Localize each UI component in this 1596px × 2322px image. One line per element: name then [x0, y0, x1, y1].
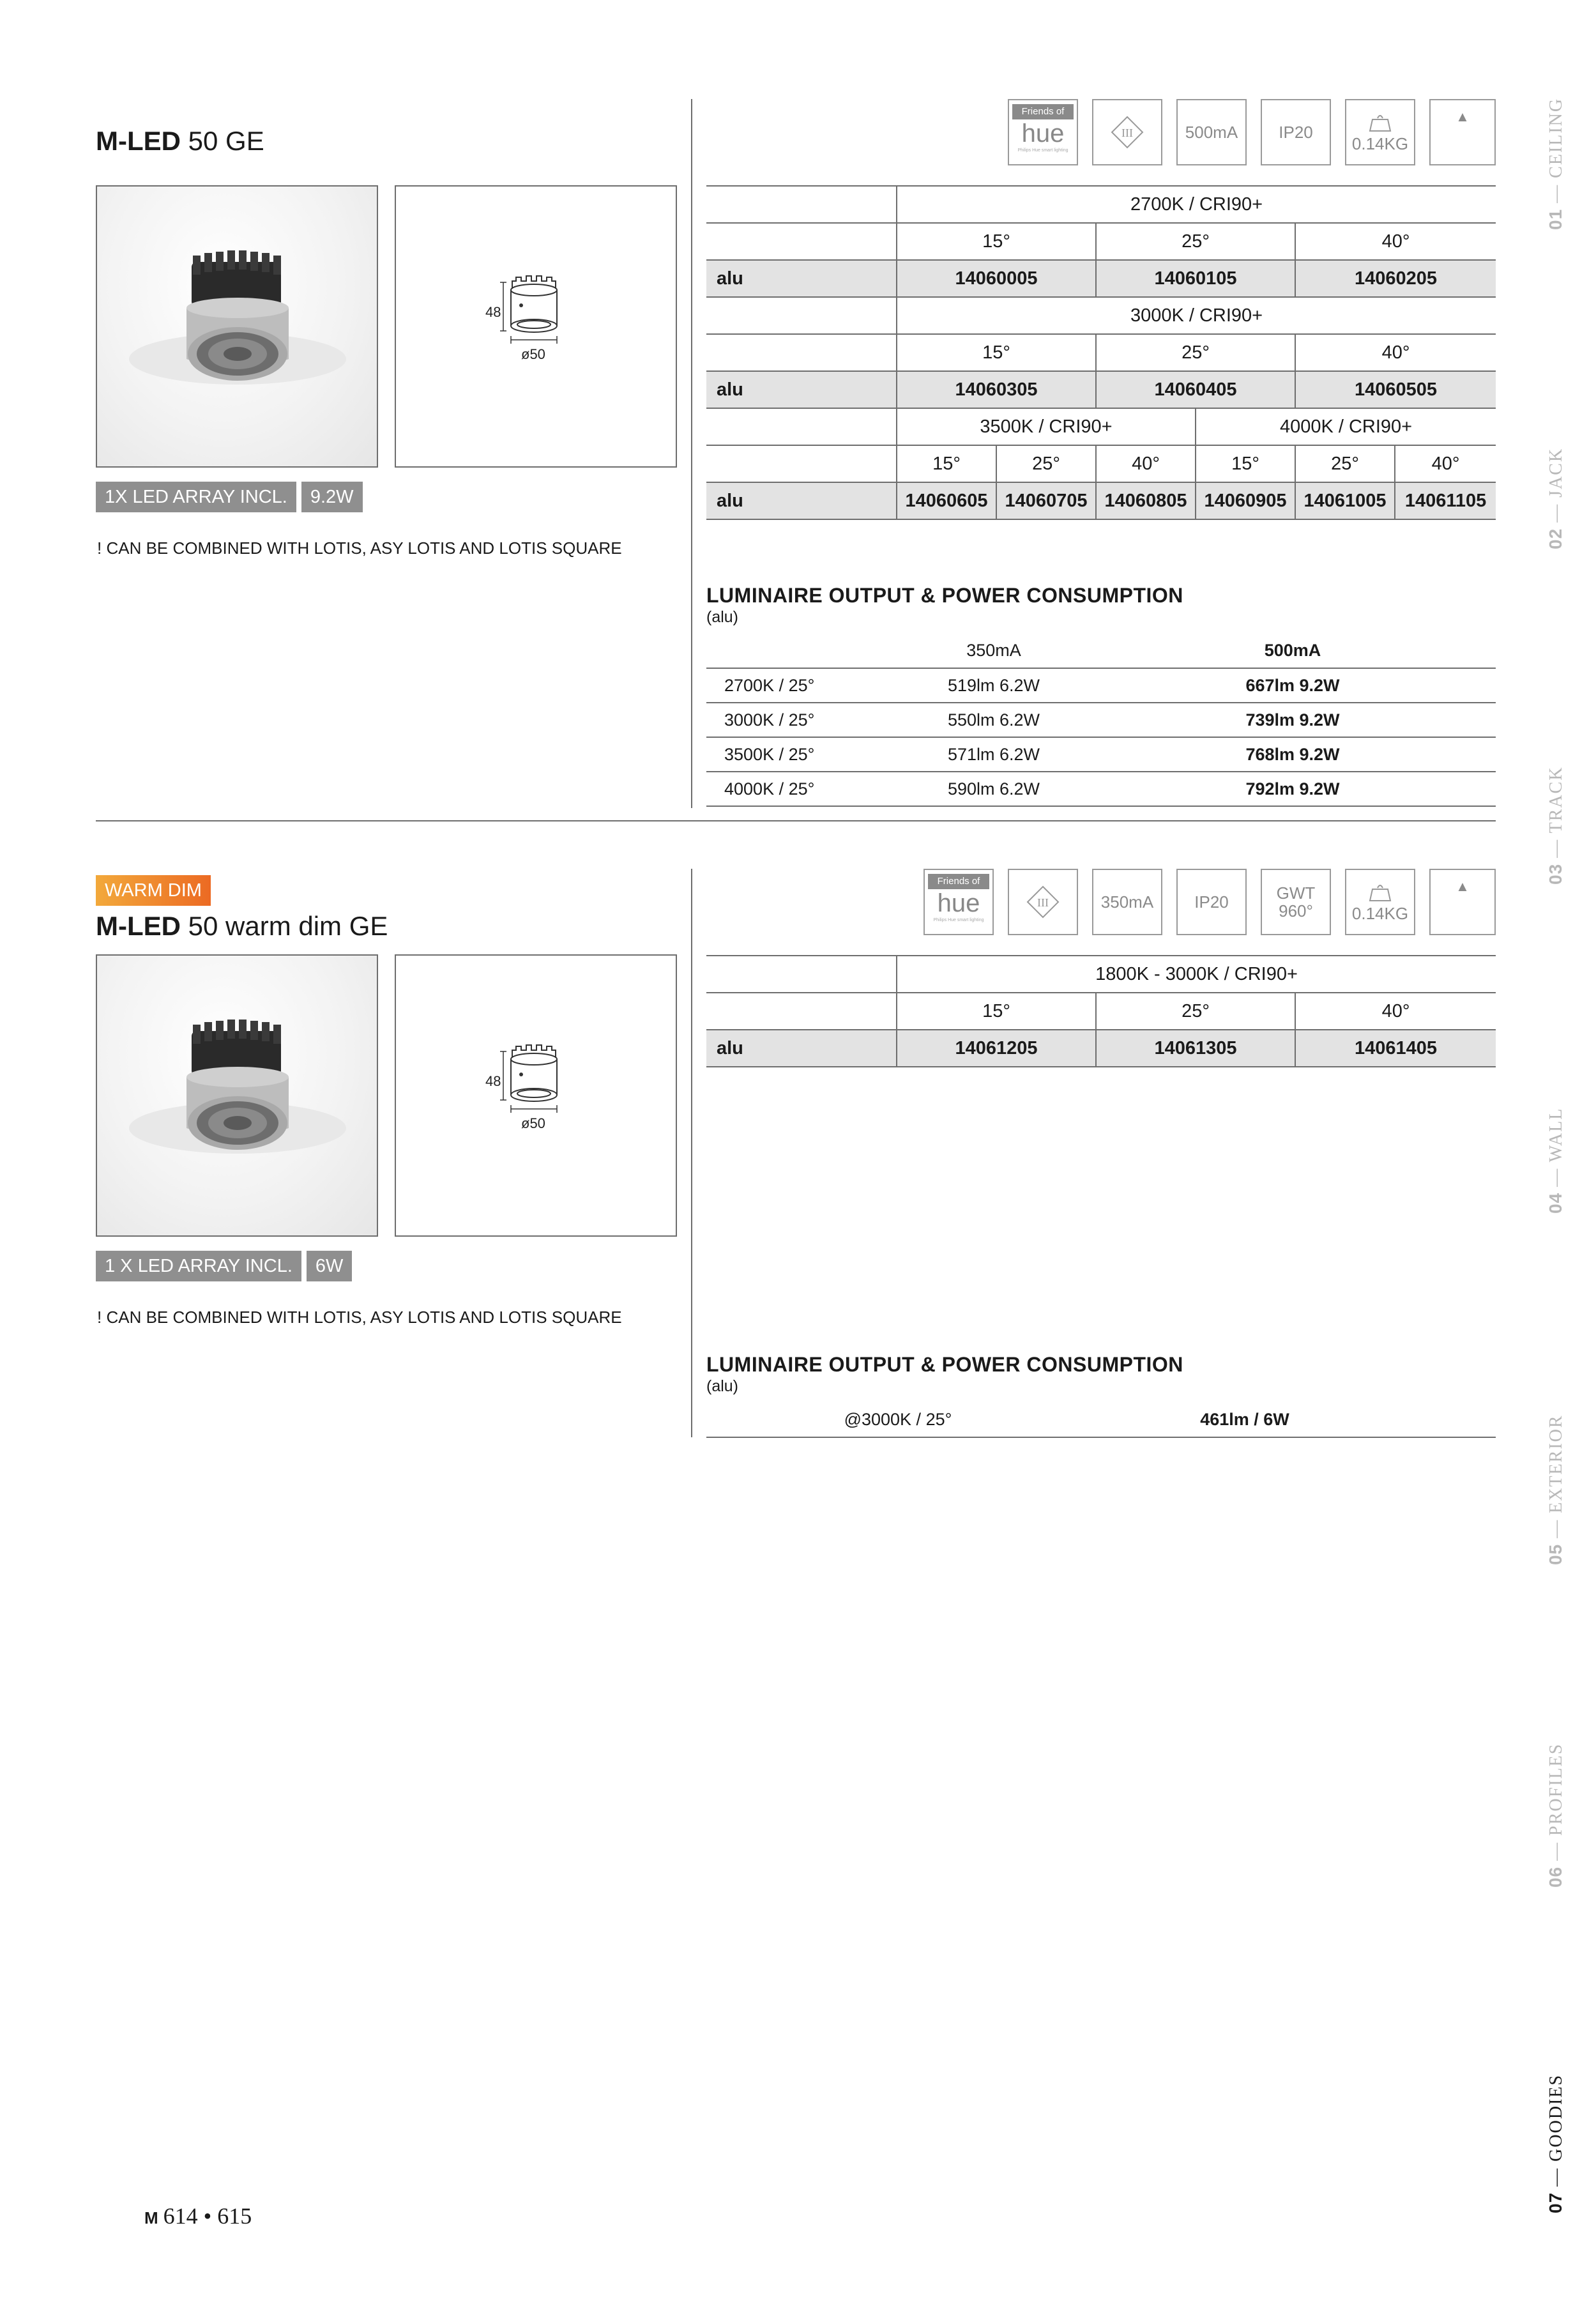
cct-header: 4000K / CRI90+	[1196, 408, 1496, 445]
output-subtitle: (alu)	[706, 608, 739, 626]
output-title: LUMINAIRE OUTPUT & POWER CONSUMPTION	[706, 1353, 1183, 1376]
column-divider-2	[691, 869, 692, 1437]
article-code: 14060605	[897, 482, 996, 519]
angle-header: 40°	[1295, 993, 1496, 1030]
weight-icon: 0.14KG	[1345, 99, 1415, 165]
glow-wire-icon: GWT 960°	[1261, 869, 1331, 935]
product-2-icons	[923, 869, 1496, 935]
warm-dim-tag: WARM DIM	[96, 875, 211, 906]
table-row: alu 14061205 14061305 14061405	[706, 1030, 1496, 1067]
table-row: alu 14060305 14060405 14060505	[706, 371, 1496, 408]
side-tab-goodies[interactable]: 07 — GOODIES	[1546, 2074, 1566, 2213]
angle-header: 15°	[897, 445, 996, 482]
article-code: 14061205	[897, 1030, 1096, 1067]
wattage-badge: 9.2W	[301, 482, 363, 512]
article-code: 14060205	[1295, 260, 1496, 297]
section-divider	[96, 820, 1496, 821]
product-2-drawing	[395, 954, 677, 1237]
side-tab-ceiling[interactable]: 01 — CEILING	[1546, 97, 1566, 230]
product-2-badges	[96, 1251, 352, 1281]
angle-header: 40°	[1295, 334, 1496, 371]
output-subtitle: (alu)	[706, 1377, 739, 1395]
product-2-output-table	[706, 1403, 1496, 1438]
article-code: 14060305	[897, 371, 1096, 408]
article-code: 14060405	[1096, 371, 1295, 408]
weight-icon: 0.14KG	[1345, 869, 1415, 935]
led-array-badge: 1 X LED ARRAY INCL.	[96, 1251, 301, 1281]
current-header: 500mA	[1264, 641, 1321, 660]
cct-header: 1800K - 3000K / CRI90+	[897, 956, 1496, 993]
dimension-drawing	[396, 187, 677, 468]
height-dimension: 48	[485, 1073, 501, 1089]
product-1-note: ! CAN BE COMBINED WITH LOTIS, ASY LOTIS AND LOTIS SQUARE	[97, 538, 622, 558]
table-row: 2700K / 25° 519lm 6.2W 667lm 9.2W	[706, 668, 1496, 703]
angle-header: 15°	[897, 223, 1096, 260]
product-2-title: M-LED 50 warm dim GE	[96, 911, 388, 941]
height-dimension: 48	[485, 304, 501, 320]
angle-header: 25°	[1096, 993, 1295, 1030]
current-header: 350mA	[966, 641, 1021, 660]
class-iii-icon	[1008, 869, 1078, 935]
angle-header: 15°	[897, 334, 1096, 371]
product-2-photo	[96, 954, 378, 1237]
angle-header: 25°	[1096, 223, 1295, 260]
cct-header: 3000K / CRI90+	[897, 297, 1496, 334]
angle-header: 40°	[1395, 445, 1496, 482]
hue-icon: Friends of hue Philips Hue smart lighting	[1008, 99, 1078, 165]
logo-icon: M	[144, 2208, 158, 2227]
wattage-badge: 6W	[307, 1251, 353, 1281]
product-1-output-table	[706, 634, 1496, 807]
ip-rating-icon: IP20	[1176, 869, 1247, 935]
article-code: 14060505	[1295, 371, 1496, 408]
cct-header: 3500K / CRI90+	[897, 408, 1196, 445]
product-1-title: M-LED 50 GE	[96, 126, 264, 156]
article-code: 14060705	[996, 482, 1096, 519]
product-1-icons	[1008, 99, 1496, 165]
diameter-dimension: ø50	[521, 346, 545, 362]
table-row: 3500K / 25° 571lm 6.2W 768lm 9.2W	[706, 737, 1496, 772]
product-2-note: ! CAN BE COMBINED WITH LOTIS, ASY LOTIS AND LOTIS SQUARE	[97, 1308, 622, 1327]
ip-rating-icon: IP20	[1261, 99, 1331, 165]
product-1-badges	[96, 482, 363, 512]
table-row: @3000K / 25° 461lm / 6W	[706, 1403, 1496, 1437]
angle-header: 15°	[897, 993, 1096, 1030]
angle-header: 40°	[1096, 445, 1196, 482]
angle-header: 15°	[1196, 445, 1295, 482]
angle-header: 40°	[1295, 223, 1496, 260]
article-code: 14061105	[1395, 482, 1496, 519]
page-numbers: M 614 • 615	[144, 2203, 252, 2229]
product-2-spec-table	[706, 955, 1496, 1067]
downlight-photo-illustration	[97, 187, 378, 468]
side-tab-exterior[interactable]: 05 — EXTERIOR	[1546, 1414, 1566, 1565]
output-title: LUMINAIRE OUTPUT & POWER CONSUMPTION	[706, 584, 1183, 607]
led-array-badge: 1X LED ARRAY INCL.	[96, 482, 296, 512]
article-code: 14060005	[897, 260, 1096, 297]
table-row: alu 14060605 14060705 14060805 14060905 14061005 14061105	[706, 482, 1496, 519]
angle-header: 25°	[1295, 445, 1395, 482]
article-code: 14061405	[1295, 1030, 1496, 1067]
side-tab-profiles[interactable]: 06 — PROFILES	[1546, 1743, 1566, 1888]
svg-text:III: III	[1121, 126, 1133, 139]
table-row: alu 14060005 14060105 14060205	[706, 260, 1496, 297]
side-tab-wall[interactable]: 04 — WALL	[1546, 1107, 1566, 1214]
side-tab-jack[interactable]: 02 — JACK	[1546, 447, 1566, 549]
arrow-up-icon: ▲	[1429, 869, 1496, 935]
article-code: 14060805	[1096, 482, 1196, 519]
hue-icon: Friends of hue Philips Hue smart lighting	[923, 869, 994, 935]
downlight-photo-illustration	[97, 956, 378, 1237]
table-row: 4000K / 25° 590lm 6.2W 792lm 9.2W	[706, 772, 1496, 806]
article-code: 14061005	[1295, 482, 1395, 519]
table-row: 3000K / 25° 550lm 6.2W 739lm 9.2W	[706, 703, 1496, 737]
svg-text:III: III	[1037, 896, 1049, 909]
article-code: 14060105	[1096, 260, 1295, 297]
side-tab-track[interactable]: 03 — TRACK	[1546, 766, 1566, 885]
product-1-drawing	[395, 185, 677, 468]
column-divider-1	[691, 99, 692, 808]
article-code: 14061305	[1096, 1030, 1295, 1067]
current-icon: 350mA	[1092, 869, 1162, 935]
arrow-up-icon: ▲	[1429, 99, 1496, 165]
angle-header: 25°	[1096, 334, 1295, 371]
product-1-spec-table	[706, 185, 1496, 520]
current-icon: 500mA	[1176, 99, 1247, 165]
article-code: 14060905	[1196, 482, 1295, 519]
dimension-drawing	[396, 956, 677, 1237]
diameter-dimension: ø50	[521, 1115, 545, 1131]
cct-header: 2700K / CRI90+	[897, 186, 1496, 223]
class-iii-icon	[1092, 99, 1162, 165]
product-1-photo	[96, 185, 378, 468]
angle-header: 25°	[996, 445, 1096, 482]
